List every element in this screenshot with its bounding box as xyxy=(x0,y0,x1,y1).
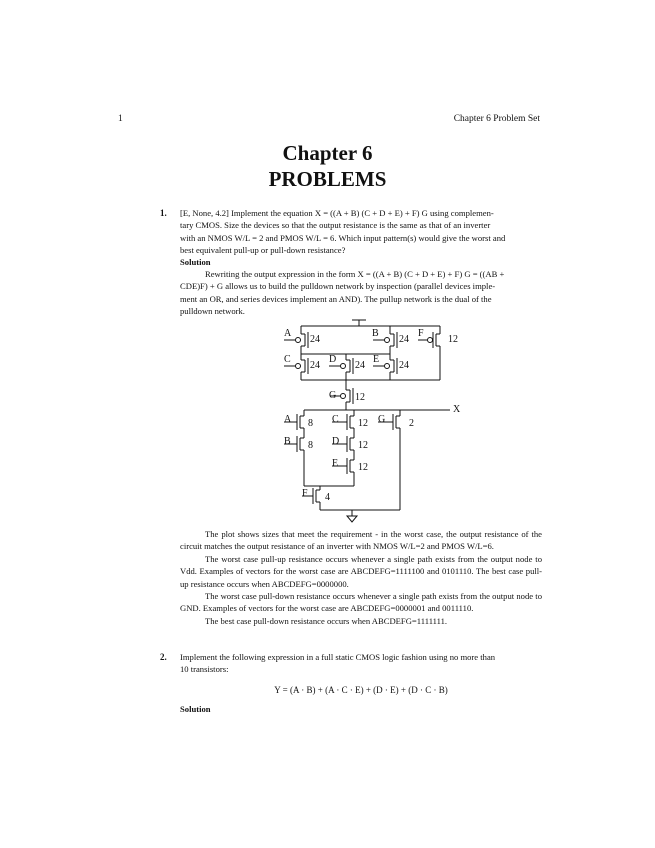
gate-label: D xyxy=(329,354,337,365)
statement-line: [E, None, 4.2] Implement the equation X = ((A + B) (C + D + E) + F) G using complemen- xyxy=(180,208,494,218)
explanation-paragraph: The plot shows sizes that meet the requirement - in the worst case, the output resistance of the circuit matches the output resistance of an inverter with NMOS W/L=2 and PMOS W/L=6. xyxy=(180,529,542,552)
size-label: 12 xyxy=(448,334,458,345)
gate-label: G xyxy=(378,414,386,425)
explanation-paragraph: The worst case pull-up resistance occurs whenever a single path exists from the output node to Vdd. Examples of vectors for the worst case are ABCDEFG=1111100 and 0101110. The best case pull-up resistance occurs when ABCDEFG=0000000. xyxy=(180,553,542,589)
size-label: 24 xyxy=(399,334,409,345)
problem-2-equation: Y = (A · B) + (A · C · E) + (D · E) + (D · C · B) xyxy=(274,685,448,695)
problems-heading: PROBLEMS xyxy=(268,167,387,191)
problem-2-number: 2. xyxy=(160,652,167,662)
statement-line: tary CMOS. Size the devices so that the output resistance is the same as that of an inverter xyxy=(180,220,491,231)
gate-label: B xyxy=(372,328,379,339)
problem-2-solution-label: Solution xyxy=(180,704,211,714)
explanation-paragraph: The worst case pull-down resistance occurs whenever a single path exists from the output node to GND. Examples of vectors for the worst case are ABCDEFG=0000001 and 0011110. xyxy=(180,591,542,614)
size-label: 4 xyxy=(325,492,330,503)
gate-label: B xyxy=(284,436,291,447)
problem-2-statement xyxy=(180,651,542,676)
gate-label: F xyxy=(302,488,308,499)
size-label: 8 xyxy=(308,440,313,451)
problem-1-explanation xyxy=(180,528,542,627)
statement-line: Implement the following expression in a full static CMOS logic fashion using no more than xyxy=(180,652,496,662)
size-label: 24 xyxy=(399,360,409,371)
solution-line: CDE)F) + G allows us to build the pulldown network by inspection (parallel devices imple- xyxy=(180,281,496,292)
gate-label: C xyxy=(332,414,339,425)
size-label: 12 xyxy=(358,462,368,473)
gate-label: C xyxy=(284,354,291,365)
gate-label: F xyxy=(418,328,424,339)
gate-label: A xyxy=(284,414,292,425)
problem-1-statement xyxy=(180,207,542,257)
solution-line: ment an OR, and series devices implement an AND). The pullup network is the dual of the xyxy=(180,293,492,304)
statement-line: 10 transistors: xyxy=(180,664,229,675)
gate-label: A xyxy=(284,328,292,339)
statement-line: with an NMOS W/L = 2 and PMOS W/L = 6. Which input pattern(s) would give the worst and xyxy=(180,232,506,243)
gate-label: E xyxy=(332,458,339,469)
size-label: 12 xyxy=(358,418,368,429)
solution-line: pulldown network. xyxy=(180,306,245,317)
size-label: 12 xyxy=(355,392,365,403)
size-label: 2 xyxy=(409,418,414,429)
size-label: 8 xyxy=(308,418,313,429)
page-number: 1 xyxy=(118,114,123,124)
output-label: X xyxy=(453,404,461,415)
problem-1-number: 1. xyxy=(160,208,167,218)
explanation-paragraph: The best case pull-down resistance occurs when ABCDEFG=1111111. xyxy=(205,615,448,626)
problem-1-solution xyxy=(180,268,542,318)
size-label: 24 xyxy=(310,360,320,371)
gate-label: D xyxy=(332,436,340,447)
gate-label: E xyxy=(373,354,380,365)
solution-line: Rewriting the output expression in the form X = ((A + B) (C + D + E) + F) G = ((AB + xyxy=(205,269,505,279)
size-label: 24 xyxy=(310,334,320,345)
size-label: 12 xyxy=(358,440,368,451)
chapter-title: Chapter 6 xyxy=(282,141,373,165)
statement-line: best equivalent pull-up or pull-down resistance? xyxy=(180,245,346,256)
solution-label: Solution xyxy=(180,257,211,267)
gate-label: G xyxy=(329,390,337,401)
size-label: 24 xyxy=(355,360,365,371)
running-title: Chapter 6 Problem Set xyxy=(453,114,540,124)
circuit-labels xyxy=(270,318,480,528)
